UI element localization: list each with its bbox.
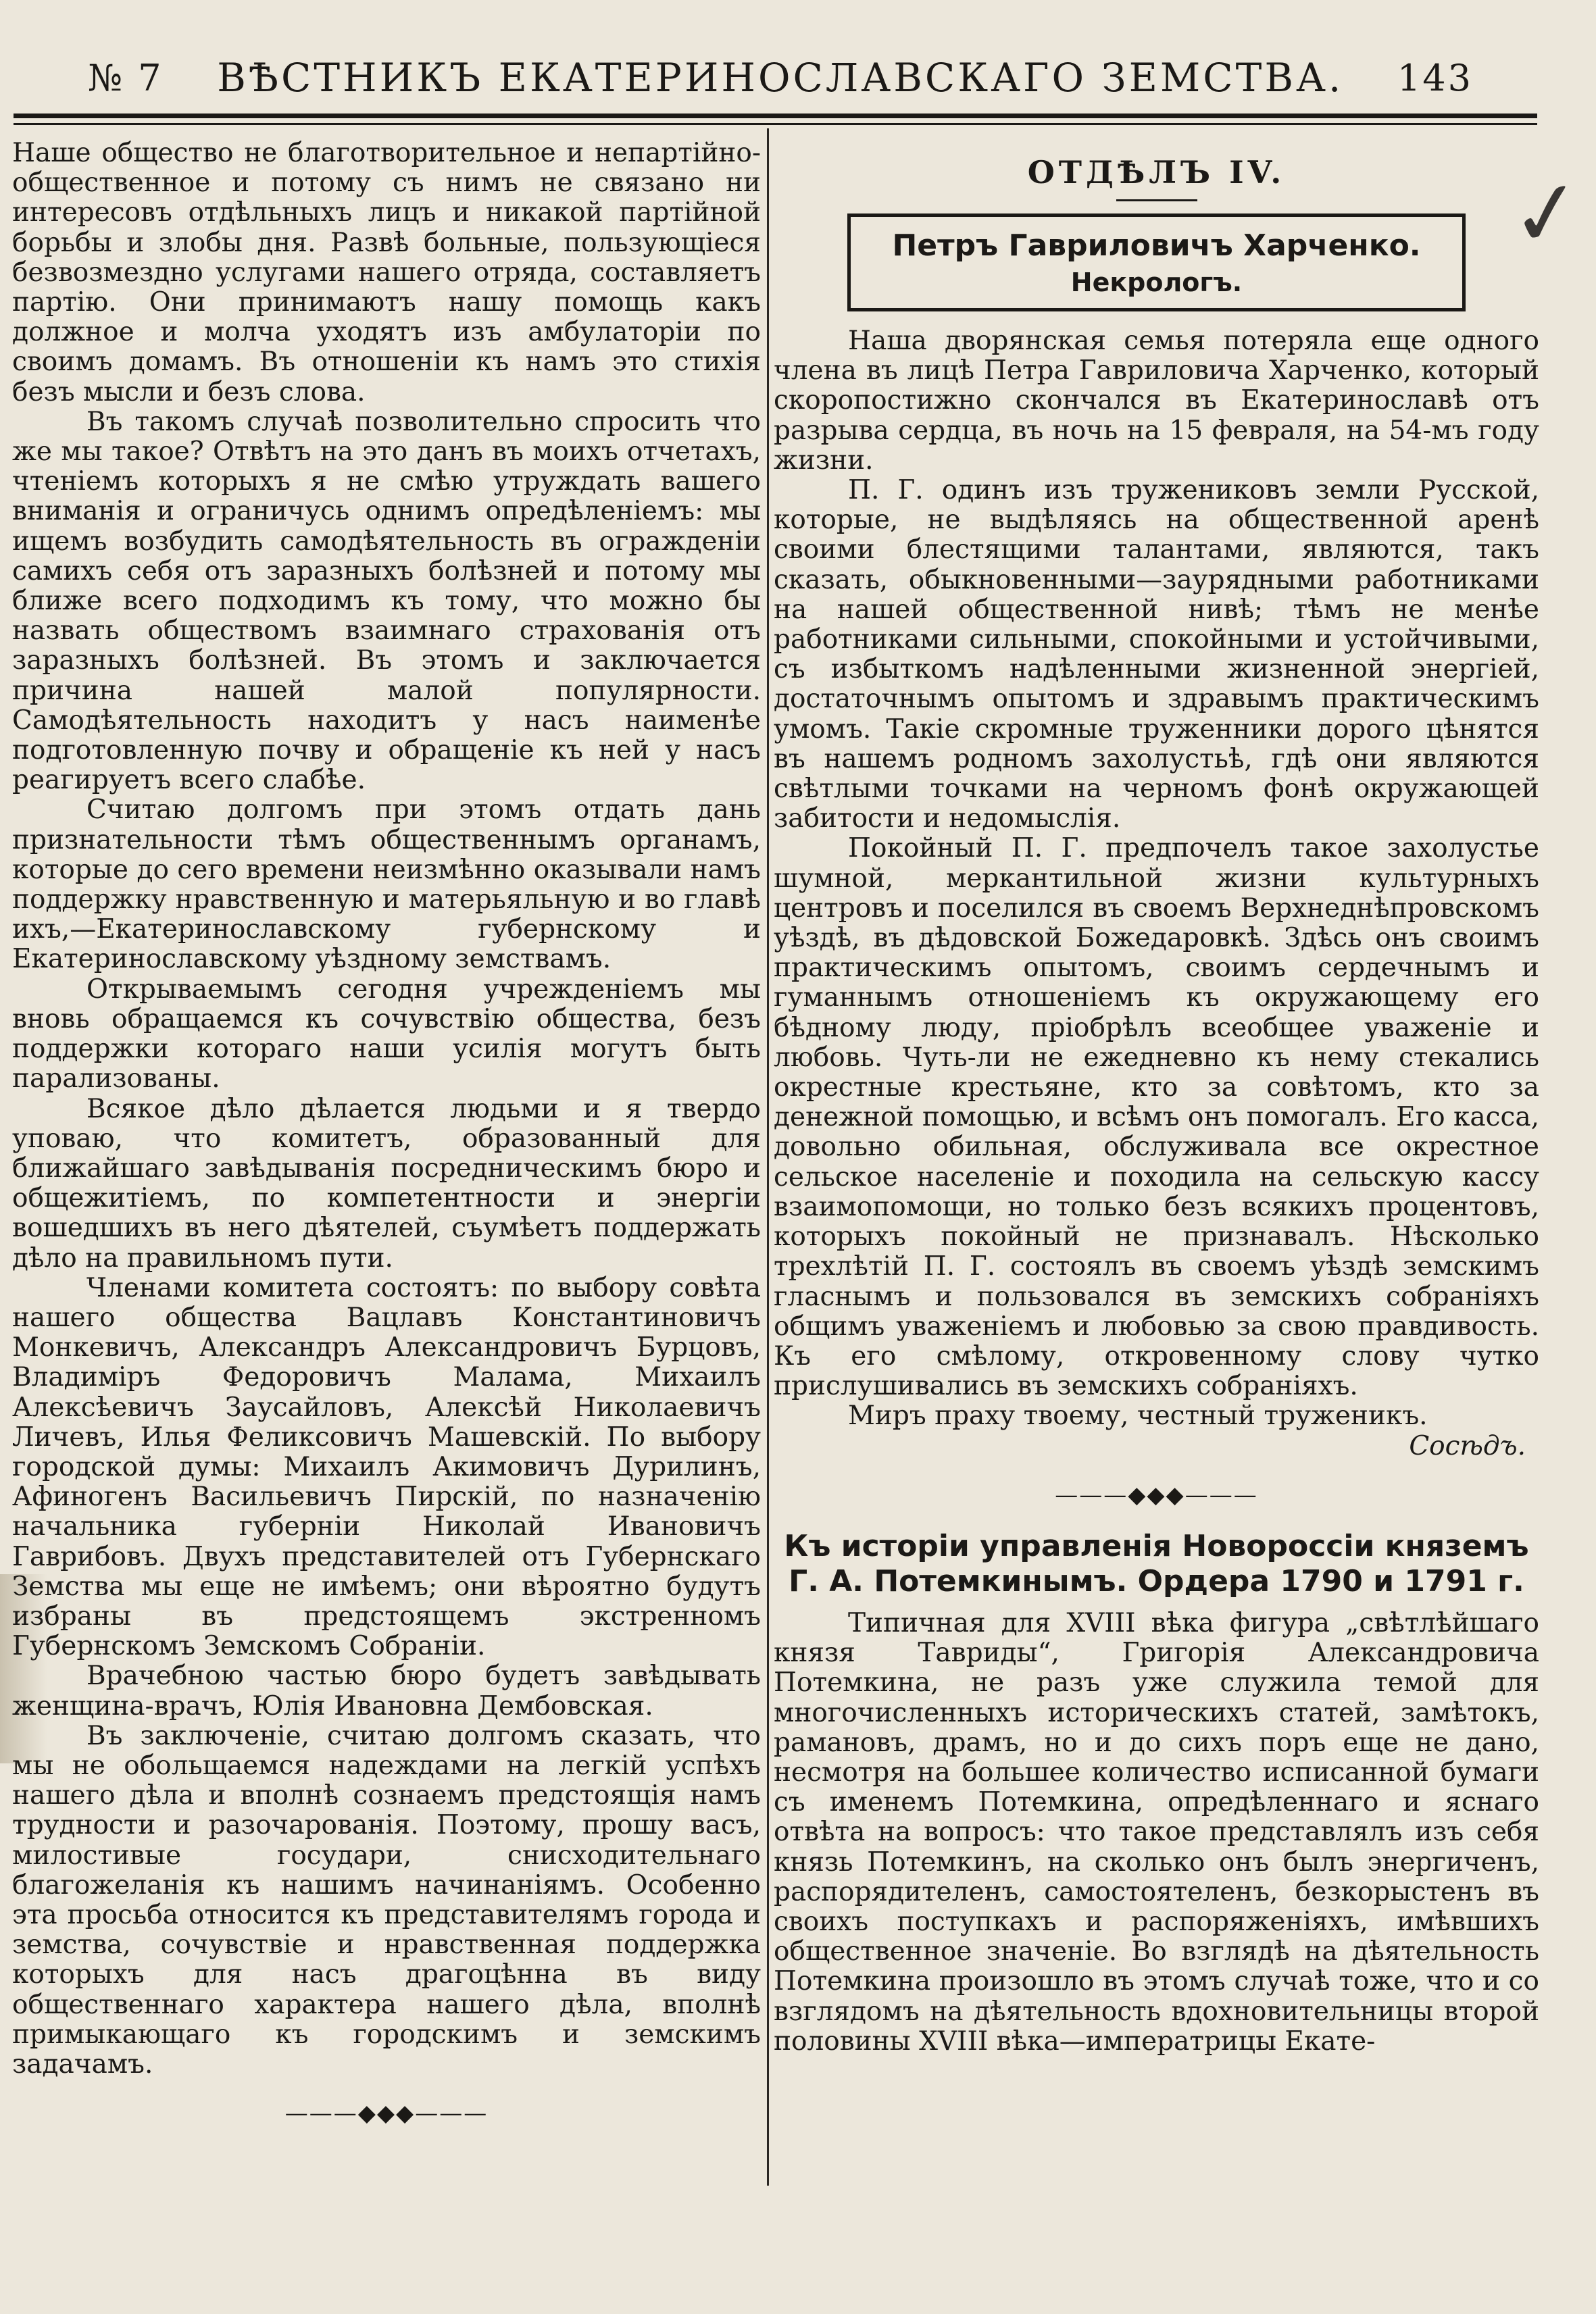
header-rule (14, 114, 1537, 118)
obituary-paragraph: П. Г. одинъ изъ тружениковъ земли Русской, которые, не выдѣляясь на общественной аренѣ своими блестящими талантами, являются, такъ сказать, обыкновенными—заурядными работниками на нашей общественной нивѣ; тѣмъ не менѣе работниками сильными, спокойными и устойчивыми, съ избыткомъ надѣленными жизненной энергіей, достаточнымъ опытомъ и здравымъ практическимъ умомъ. Такіе скромные труженники дорого цѣнятся въ нашемъ родномъ захолустьѣ, гдѣ они являются свѣтлыми точками на черномъ фонѣ окружающей забитости и недомыслія. (774, 475, 1539, 834)
left-paragraph: Въ заключеніе, считаю долгомъ сказать, что мы не обольщаемся надеждами на легкій успѣхъ нашего дѣла и вполнѣ сознаемъ предстоящія намъ трудности и разочарованія. Поэтому, прошу васъ, милостивые государи, снисходительнаго благожеланія къ нашимъ начинаніямъ. Особенно эта просьба относится къ представителямъ города и земства, сочувствіе и нравственная поддержка которыхъ для насъ драгоцѣнна въ виду общественнаго характера нашего дѣла, вполнѣ примыкающаго къ городскимъ и земскимъ задачамъ. (12, 1720, 761, 2080)
obituary-signature: Сосѣдъ. (1409, 1430, 1526, 1461)
section-title: ОТДѢЛЪ IV. (1027, 154, 1286, 191)
page-number: 143 (1397, 56, 1473, 99)
left-paragraph: Считаю долгомъ при этомъ отдать дань признательности тѣмъ общественнымъ органамъ, которые до сего времени неизмѣнно оказывали намъ поддержку нравственную и матерьяльную и во главѣ ихъ,—Екатеринославскому губернскому и Екатеринославскому уѣздному земствамъ. (12, 795, 761, 975)
left-paragraph: Открываемымъ сегодня учрежденіемъ мы вновь обращаемся къ сочувствію общества, безъ поддержки котораго наши усилія могутъ быть парализованы. (12, 974, 761, 1095)
left-paragraph: Наше общество не благотворительное и непартійно-общественное и потому съ нимъ не связано ни интересовъ отдѣльныхъ лицъ и никакой партійной борьбы и злобы дня. Развѣ больные, пользующіеся безвозмездно услугами нашего отряда, составляетъ партію. Они принимаютъ нашу помощь какъ должное и молча уходятъ изъ амбулаторіи по своимъ домамъ. Въ отношеніи къ намъ это стихія безъ мысли и безъ слова. (12, 138, 761, 407)
obituary-paragraph: Покойный П. Г. предпочелъ такое захолустье шумной, меркантильной жизни культурныхъ центровъ и поселился въ своемъ Верхнеднѣпровскомъ уѣздѣ, въ дѣдовской Божедаровкѣ. Здѣсь онъ своимъ практическимъ опытомъ, своимъ сердечнымъ и гуманнымъ отношеніемъ къ окружающему его бѣдному люду, пріобрѣлъ всеобщее уваженіе и любовь. Чуть-ли не ежедневно къ нему стекались окрестные крестьяне, кто за совѣтомъ, кто за денежной помощью, и всѣмъ онъ помогалъ. Его касса, довольно обильная, обслуживала все окрестное сельское населеніе и походила на сельскую кассу взаимопомощи, но только безъ всякихъ процентовъ, которыхъ покойный не признавалъ. Нѣсколько трехлѣтій П. Г. состоялъ въ своемъ уѣздѣ земскимъ гласнымъ и пользовался въ земскихъ собраніяхъ общимъ уваженіемъ и любовью за свою правдивость. Къ его смѣлому, откровенному слову чутко прислушивались въ земскихъ собраніяхъ. (774, 833, 1539, 1402)
obituary-paragraph: Наша дворянская семья потеряла еще одного члена въ лицѣ Петра Гавриловича Харченко, который скоропостижно скончался въ Екатеринославѣ отъ разрыва сердца, въ ночь на 15 февраля, на 54-мъ году жизни. (774, 326, 1539, 476)
section-rule (1116, 199, 1197, 201)
issue-number: № 7 (88, 56, 164, 99)
page-header (88, 47, 1473, 108)
obituary-name: Петръ Гавриловичъ Харченко. (892, 228, 1421, 263)
journal-title: ВѢСТНИКЪ ЕКАТЕРИНОСЛАВСКАГО ЗЕМСТВА. (217, 55, 1344, 101)
obituary-subtitle: Некрологъ. (1070, 267, 1243, 297)
ornament-divider: ———◆◆◆——— (1055, 1481, 1258, 1509)
obituary-title-box (847, 213, 1466, 311)
left-paragraph: Врачебною частью бюро будетъ завѣдывать женщина-врачъ, Юлія Ивановна Дембовская. (12, 1661, 761, 1721)
left-paragraph: Всякое дѣло дѣлается людьми и я твердо уповаю, что комитетъ, образованный для ближайшаго завѣдыванія посредническимъ бюро и общежитіемъ, по компетентности и энергіи вошедшихъ въ него дѣятелей, съумѣетъ поддержать дѣло на правильномъ пути. (12, 1093, 761, 1274)
article-title: Къ исторіи управленія Новороссіи княземъ Г. А. Потемкинымъ. Ордера 1790 и 1791 г. (784, 1528, 1529, 1599)
ornament-divider: ———◆◆◆——— (284, 2100, 489, 2128)
right-column (774, 139, 1539, 2057)
left-column (12, 139, 761, 2147)
article-paragraph: Типичная для XVIII вѣка фигура „свѣтлѣйшаго князя Тавриды“, Григорія Александровича Потемкина, не разъ уже служила темой для многочисленныхъ историческихъ статей, замѣтокъ, рамановъ, драмъ, но и до сихъ поръ еще не дано, несмотря на большее количество исписанной бумаги съ именемъ Потемкина, опредѣленнаго и яснаго отвѣта на вопросъ: что такое представлялъ изъ себя князь Потемкинъ, на сколько онъ былъ энергиченъ, распорядителенъ, самостоятеленъ, безкорыстенъ въ своихъ поступкахъ и распоряженіяхъ, имѣвшихъ общественное значеніе. Во взглядѣ на дѣятельность Потемкина произошло въ этомъ случаѣ тоже, что и со взглядомъ на дѣятельность вдохновительницы второй половины XVIII вѣка—императрицы Екате- (774, 1607, 1539, 2057)
header-rule-thin (14, 123, 1537, 125)
left-paragraph: Въ такомъ случаѣ позволительно спросить что же мы такое? Отвѣтъ на это данъ въ моихъ отчетахъ, чтеніемъ которыхъ я не смѣю утруждать вашего вниманія и ограничусь однимъ опредѣленіемъ: мы ищемъ возбудить самодѣятельность въ огражденіи самихъ себя отъ заразныхъ болѣзней и потому мы ближе всего подходимъ къ тому, что можно бы назвать обществомъ взаимнаго страхованія отъ заразныхъ болѣзней. Въ этомъ и заключается причина нашей малой популярности. Самодѣятельность находитъ у насъ наименѣе подготовленную почву и обращеніе къ ней у насъ реагируетъ всего слабѣе. (12, 406, 761, 796)
obituary-blessing: Миръ праху твоему, честный труженикъ. (848, 1401, 1428, 1432)
check-mark-icon: ✓ (1503, 157, 1591, 270)
column-divider (767, 128, 769, 2186)
left-paragraph: Членами комитета состоятъ: по выбору совѣта нашего общества Вацлавъ Константиновичъ Монкевичъ, Александръ Александровичъ Бурцовъ, Владиміръ Федоровичъ Малама, Михаилъ Алексѣевичъ Заусайловъ, Алексѣй Николаевичъ Личевъ, Илья Феликсовичъ Машевскій. По выбору городской думы: Михаилъ Акимовичъ Дурилинъ, Афиногенъ Васильевичъ Пирскій, по назначенію начальника губерніи Николай Ивановичъ Гаврибовъ. Двухъ представителей отъ Губернскаго Земства мы еще не имѣемъ; они вѣроятно будутъ избраны въ предстоящемъ экстренномъ Губернскомъ Земскомъ Собраніи. (12, 1272, 761, 1662)
